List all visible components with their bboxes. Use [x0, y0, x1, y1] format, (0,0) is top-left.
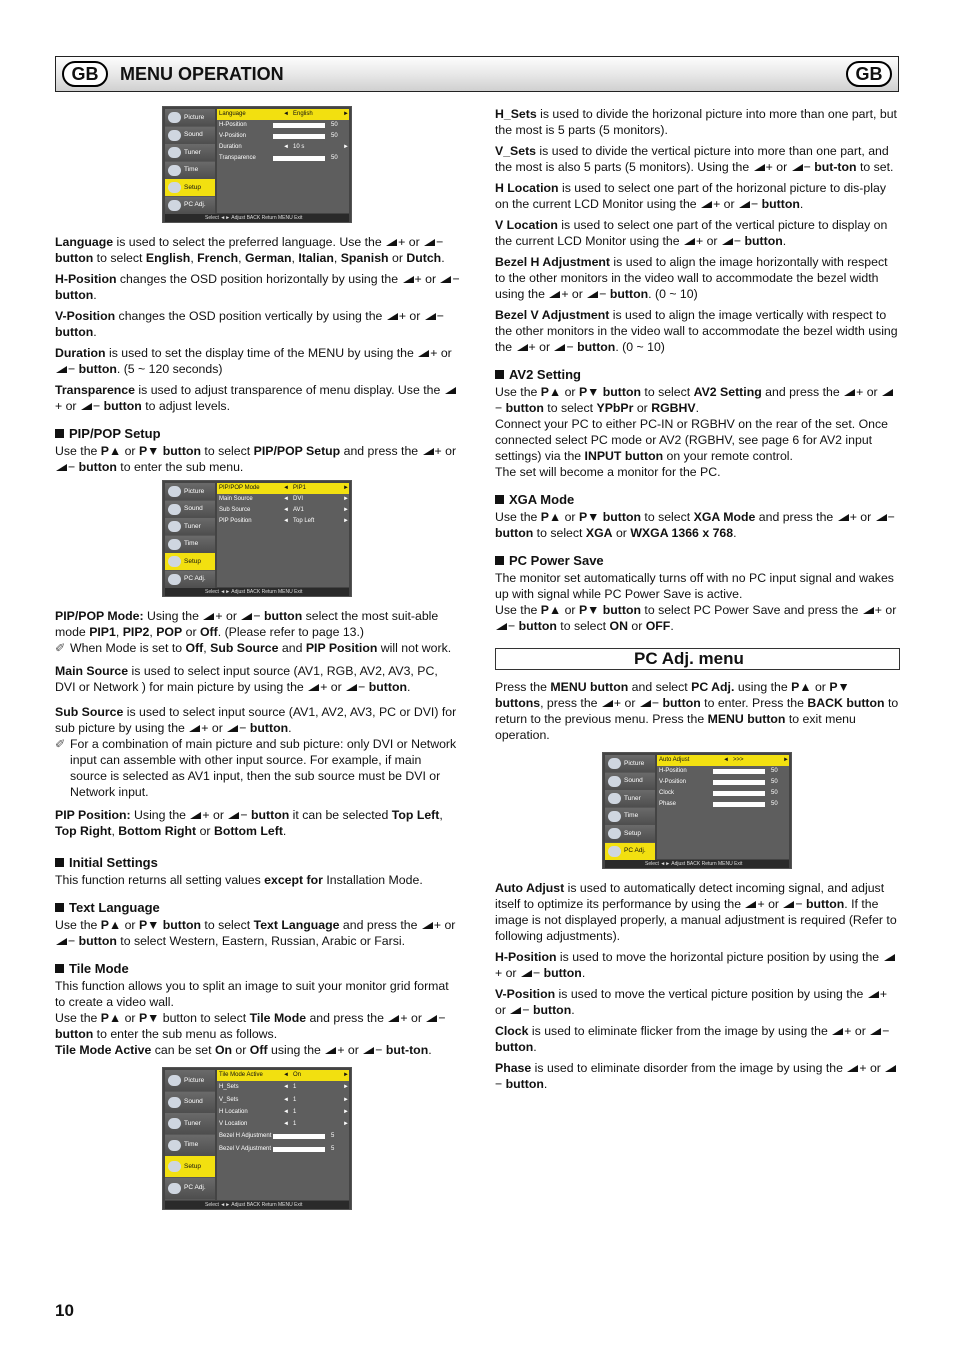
- menu-level-bar: [273, 1134, 325, 1139]
- menu-footer: Select ◄► Adjust BACK Return MENU Exit: [165, 214, 349, 222]
- menu-sidebar-item: Sound: [165, 501, 215, 518]
- wedge-icon: [549, 291, 560, 298]
- wedge-icon: [792, 164, 803, 171]
- wedge-icon: [847, 1065, 858, 1072]
- menu-row: Phase 50: [659, 801, 778, 807]
- wedge-icon: [684, 238, 695, 245]
- wedge-icon: [754, 164, 765, 171]
- menu-panel: [217, 483, 349, 587]
- menu-category-icon: [168, 1075, 181, 1086]
- wedge-icon: [783, 901, 794, 908]
- sub-source-paragraph: Sub Source is used to select input source (AV1, AV2, AV3, PC or DVI) for sub picture by using the + or − button.: [55, 705, 457, 735]
- menu-panel: [217, 109, 349, 213]
- wedge-icon: [388, 1015, 399, 1022]
- pip-mode-paragraph: PIP/POP Mode: Using the + or − button select the most suit-able mode PIP1, PIP2, POP or Off. (Please refer to page 13.): [55, 609, 439, 639]
- arrow-left-icon: ◄: [283, 1121, 289, 1128]
- text-language-heading: Text Language: [55, 900, 460, 916]
- tile-mode-paragraph-2: Use the P▲ or P▼ button to select Tile Mode and press the + or − button to enter the sub menu as follows.: [55, 1011, 446, 1041]
- phase-paragraph: Phase is used to eliminate disorder from the image by using the + or − button.: [495, 1060, 900, 1092]
- wedge-icon: [325, 1047, 336, 1054]
- menu-category-icon: [608, 828, 621, 839]
- menu-level-bar: [713, 780, 765, 785]
- menu-category-icon: [168, 1118, 181, 1129]
- wedge-icon: [745, 901, 756, 908]
- tile-mode-paragraph-3: Tile Mode Active can be set On or Off using the + or − but-ton.: [55, 1043, 432, 1057]
- arrow-right-icon: ►: [343, 1072, 349, 1078]
- tile-mode-paragraph-1: This function allows you to split an image to suit your monitor grid format to create a video wall.: [55, 979, 449, 1009]
- menu-sidebar: [605, 755, 655, 859]
- square-bullet-icon: [495, 370, 504, 379]
- av2-heading: AV2 Setting: [495, 367, 900, 383]
- menu-row: PIP/POP Mode ◄ PIP1 ►: [217, 483, 349, 494]
- language-paragraph: Language is used to select the preferred language. Use the + or − button to select English, French, German, Italian, Spanish or Dutch.: [55, 235, 445, 265]
- arrow-right-icon: ►: [343, 1096, 349, 1103]
- menu-sidebar-item: PC Adj.: [605, 843, 655, 860]
- tile-mode-heading: Tile Mode: [55, 961, 460, 977]
- wedge-icon: [346, 684, 357, 691]
- setup-menu-screenshot: [162, 106, 352, 223]
- arrow-left-icon: ◄: [283, 1108, 289, 1115]
- menu-sidebar-item: Tuner: [165, 144, 215, 161]
- menu-level-bar: [273, 123, 325, 128]
- arrow-right-icon: ►: [783, 757, 789, 763]
- arrow-right-icon: ►: [343, 518, 349, 524]
- menu-level-bar: [713, 802, 765, 807]
- wedge-icon: [640, 700, 651, 707]
- menu-category-icon: [168, 486, 181, 497]
- wedge-icon: [227, 725, 238, 732]
- xga-heading: XGA Mode: [495, 492, 900, 508]
- menu-row: V-Position 50: [659, 779, 778, 785]
- xga-paragraph: Use the P▲ or P▼ button to select XGA Mode and press the + or − button to select XGA or WXGA 1366 x 768.: [495, 510, 895, 540]
- menu-category-icon: [168, 1140, 181, 1151]
- wedge-icon: [424, 239, 435, 246]
- arrow-right-icon: ►: [343, 507, 349, 513]
- h-position-paragraph: H-Position changes the OSD position horizontally by using the + or − button.: [55, 272, 460, 302]
- wedge-icon: [521, 970, 532, 977]
- wedge-icon: [308, 684, 319, 691]
- menu-category-icon: [608, 811, 621, 822]
- bezel-h-paragraph: Bezel H Adjustment is used to align the image horizontally with respect to the other monitors in the video wall to accommodate the bezel width using the + or − button. (0 ~ 10): [495, 255, 888, 301]
- square-bullet-icon: [55, 429, 64, 438]
- menu-sidebar-item: Time: [165, 162, 215, 179]
- menu-level-bar: [713, 769, 765, 774]
- page-title: MENU OPERATION: [120, 64, 284, 84]
- v-position-2-paragraph: V-Position is used to move the vertical picture position by using the + or − button.: [495, 987, 887, 1017]
- wedge-icon: [422, 922, 433, 929]
- menu-row: H-Position 50: [659, 768, 778, 774]
- menu-category-icon: [168, 147, 181, 158]
- menu-row: Transparence 50: [219, 155, 338, 161]
- arrow-left-icon: ◄: [283, 496, 289, 502]
- h-sets-paragraph: H_Sets is used to divide the horizonal picture into more than one part, but the most is 5 parts (5 monitors).: [495, 107, 897, 137]
- tile-menu-screenshot: [162, 1067, 352, 1210]
- menu-sidebar-item: Setup: [165, 553, 215, 570]
- wedge-icon: [701, 201, 712, 208]
- menu-sidebar-item: PC Adj.: [165, 571, 215, 588]
- wedge-icon: [517, 344, 528, 351]
- menu-sidebar: [165, 1070, 215, 1200]
- note-combination: ✐ For a combination of main picture and sub picture: only DVI or Network input can assemble with other input source. For example, if main source is selected as AV1 input, then the sub source must be DVI or Network input.: [55, 737, 457, 799]
- av2-paragraph: Use the P▲ or P▼ button to select AV2 Setting and press the + or − button to select YPbPr or RGBHV. Connect your PC to either PC-IN or RGBHV on the rear of the set. Once connected select PC mode or AV2 (RGBHV, see page 6 for AV2 input settings) via the INPUT button on your remote control. The set will become a monitor for the PC.: [495, 384, 900, 480]
- menu-sidebar-item: Setup: [605, 825, 655, 842]
- arrow-right-icon: ►: [343, 111, 349, 117]
- menu-panel: [657, 755, 789, 859]
- menu-category-icon: [168, 182, 181, 193]
- pc-adj-title: PC Adj. menu: [495, 648, 900, 670]
- wedge-icon: [844, 389, 855, 396]
- wedge-icon: [587, 291, 598, 298]
- wedge-icon: [425, 313, 436, 320]
- page-header: [55, 56, 899, 92]
- menu-panel: [217, 1070, 349, 1200]
- wedge-icon: [876, 514, 887, 521]
- menu-category-icon: [168, 112, 181, 123]
- duration-paragraph: Duration is used to set the display time of the MENU by using the + or − button. (5 ~ 120 seconds): [55, 346, 452, 376]
- pip-menu-screenshot: [162, 480, 352, 597]
- wedge-icon: [363, 1047, 374, 1054]
- menu-sidebar-item: Tuner: [605, 790, 655, 807]
- menu-row: V-Position 50: [219, 133, 338, 139]
- wedge-icon: [418, 350, 429, 357]
- menu-row: Bezel V Adjustment 5: [219, 1145, 335, 1152]
- menu-sidebar-item: Picture: [165, 1070, 215, 1091]
- arrow-left-icon: ◄: [283, 144, 289, 150]
- menu-category-icon: [168, 130, 181, 141]
- menu-sidebar-item: PC Adj.: [165, 1178, 215, 1199]
- wedge-icon: [602, 700, 613, 707]
- menu-sidebar-item: Time: [605, 808, 655, 825]
- menu-footer: Select ◄► Adjust BACK Return MENU Exit: [165, 588, 349, 596]
- arrow-left-icon: ◄: [283, 111, 289, 117]
- menu-footer: Select ◄► Adjust BACK Return MENU Exit: [165, 1201, 349, 1209]
- menu-sidebar: [165, 483, 215, 587]
- menu-row: Clock 50: [659, 790, 778, 796]
- wedge-icon: [868, 991, 879, 998]
- wedge-icon: [387, 313, 398, 320]
- wedge-icon: [190, 812, 201, 819]
- pencil-icon: ✐: [55, 737, 66, 751]
- menu-sidebar-item: Sound: [165, 1092, 215, 1113]
- wedge-icon: [423, 448, 434, 455]
- wedge-icon: [440, 276, 451, 283]
- menu-row: H Location ◄ 1 ►: [217, 1107, 349, 1118]
- wedge-icon: [510, 1007, 521, 1014]
- right-column: [495, 106, 900, 1097]
- menu-sidebar-item: Time: [165, 1135, 215, 1156]
- menu-level-bar: [273, 156, 325, 161]
- square-bullet-icon: [495, 556, 504, 565]
- arrow-right-icon: ►: [343, 144, 349, 150]
- wedge-icon: [56, 366, 67, 373]
- wedge-icon: [81, 403, 92, 410]
- pc-adj-menu-screenshot: [602, 752, 792, 869]
- menu-sidebar-item: Setup: [165, 179, 215, 196]
- initial-settings-heading: Initial Settings: [55, 855, 460, 871]
- wedge-icon: [228, 812, 239, 819]
- menu-sidebar-item: Picture: [165, 109, 215, 126]
- arrow-left-icon: ◄: [283, 518, 289, 524]
- wedge-icon: [445, 387, 456, 394]
- menu-category-icon: [168, 1161, 181, 1172]
- wedge-icon: [885, 1065, 896, 1072]
- text-language-paragraph: Use the P▲ or P▼ button to select Text Language and press the + or − button to select Western, Eastern, Russian, Arabic or Farsi.: [55, 918, 456, 948]
- wedge-icon: [722, 238, 733, 245]
- bezel-v-paragraph: Bezel V Adjustment is used to align the image vertically with respect to the other monitors in the video wall to accommodate the bezel width using the + or − button. (0 ~ 10): [495, 308, 898, 354]
- menu-level-bar: [273, 134, 325, 139]
- menu-row: H-Position 50: [219, 122, 338, 128]
- pc-power-save-paragraph: The monitor set automatically turns off with no PC input signal and wakes up with signal while PC Power Save is active. Use the P▲ or P▼ button to select PC Power Save and press the + or − button to select ON or OFF.: [495, 571, 897, 633]
- menu-row: Sub Source ◄ AV1 ►: [217, 505, 349, 516]
- menu-row: Tile Mode Active ◄ On ►: [217, 1070, 349, 1081]
- wedge-icon: [426, 1015, 437, 1022]
- menu-sidebar-item: Picture: [165, 483, 215, 500]
- arrow-right-icon: ►: [343, 485, 349, 491]
- pc-adj-paragraph: Press the MENU button and select PC Adj. using the P▲ or P▼ buttons, press the + or − button to enter. Press the BACK button to return to the previous menu. Press the MENU button to exit menu operation.: [495, 680, 899, 742]
- wedge-icon: [832, 1028, 843, 1035]
- menu-category-icon: [168, 521, 181, 532]
- menu-category-icon: [168, 539, 181, 550]
- menu-sidebar-item: Tuner: [165, 518, 215, 535]
- square-bullet-icon: [55, 903, 64, 912]
- wedge-icon: [870, 1028, 881, 1035]
- page-number: 10: [55, 1301, 74, 1320]
- menu-sidebar-item: Setup: [165, 1156, 215, 1177]
- wedge-icon: [56, 464, 67, 471]
- wedge-icon: [386, 239, 397, 246]
- pencil-icon: ✐: [55, 641, 66, 655]
- arrow-right-icon: ►: [343, 496, 349, 502]
- menu-sidebar-item: Picture: [605, 755, 655, 772]
- menu-sidebar-item: Time: [165, 536, 215, 553]
- menu-row: Main Source ◄ DVI ►: [217, 494, 349, 505]
- left-column: [55, 106, 460, 1221]
- wedge-icon: [241, 613, 252, 620]
- menu-sidebar-item: Tuner: [165, 1113, 215, 1134]
- wedge-icon: [403, 276, 414, 283]
- h-position-2-paragraph: H-Position is used to move the horizontal picture position by using the + or − button.: [495, 949, 900, 981]
- arrow-right-icon: ►: [343, 1121, 349, 1128]
- menu-category-icon: [168, 1097, 181, 1108]
- h-location-paragraph: H Location is used to select one part of the horizonal picture to dis-play on the current LCD Monitor using the + or − button.: [495, 181, 886, 211]
- menu-row: Duration ◄ 10 s ►: [217, 142, 349, 153]
- pc-power-save-heading: PC Power Save: [495, 553, 900, 569]
- menu-row: V Location ◄ 1 ►: [217, 1119, 349, 1130]
- square-bullet-icon: [55, 964, 64, 973]
- note-mode: ✐ When Mode is set to Off, Sub Source and PIP Position will not work.: [55, 641, 452, 655]
- v-location-paragraph: V Location is used to select one part of the vertical picture to display on the current LCD Monitor using the + or − button.: [495, 218, 888, 248]
- clock-paragraph: Clock is used to eliminate flicker from the image by using the + or − button.: [495, 1024, 890, 1054]
- wedge-icon: [882, 389, 893, 396]
- menu-category-icon: [608, 793, 621, 804]
- menu-sidebar-item: PC Adj.: [165, 197, 215, 214]
- menu-category-icon: [608, 758, 621, 769]
- initial-settings-paragraph: This function returns all setting values except for Installation Mode.: [55, 873, 423, 887]
- menu-category-icon: [168, 556, 181, 567]
- wedge-icon: [863, 607, 874, 614]
- menu-row: PIP Position ◄ Top Left ►: [217, 516, 349, 527]
- language-badge-left: GB: [62, 61, 108, 87]
- pip-pop-paragraph: Use the P▲ or P▼ button to select PIP/POP Setup and press the + or − button to enter the sub menu.: [55, 444, 457, 474]
- menu-category-icon: [608, 776, 621, 787]
- menu-category-icon: [168, 1183, 181, 1194]
- language-badge-right: GB: [846, 61, 892, 87]
- wedge-icon: [838, 514, 849, 521]
- wedge-icon: [884, 954, 895, 961]
- square-bullet-icon: [495, 495, 504, 504]
- menu-row: H_Sets ◄ 1 ►: [217, 1082, 349, 1093]
- menu-footer: Select ◄► Adjust BACK Return MENU Exit: [605, 860, 789, 868]
- transparence-paragraph: Transparence is used to adjust transparence of menu display. Use the + or − button to adjust levels.: [55, 382, 460, 414]
- menu-category-icon: [168, 574, 181, 585]
- v-position-paragraph: V-Position changes the OSD position vertically by using the + or − button.: [55, 309, 444, 339]
- arrow-right-icon: ►: [343, 1108, 349, 1115]
- square-bullet-icon: [55, 858, 64, 867]
- pip-pop-heading: PIP/POP Setup: [55, 426, 460, 442]
- pip-position-paragraph: PIP Position: Using the + or − button it can be selected Top Left, Top Right, Bottom Right or Bottom Left.: [55, 808, 443, 838]
- arrow-left-icon: ◄: [283, 1072, 289, 1078]
- menu-level-bar: [273, 1147, 325, 1152]
- arrow-right-icon: ►: [343, 1084, 349, 1091]
- arrow-left-icon: ◄: [283, 1084, 289, 1091]
- menu-sidebar-item: Sound: [165, 127, 215, 144]
- arrow-left-icon: ◄: [283, 1096, 289, 1103]
- wedge-icon: [554, 344, 565, 351]
- menu-row: V_Sets ◄ 1 ►: [217, 1095, 349, 1106]
- menu-level-bar: [713, 791, 765, 796]
- menu-category-icon: [168, 165, 181, 176]
- v-sets-paragraph: V_Sets is used to divide the vertical picture into more than one part, and the most is also 5 parts (5 monitors). Using the + or − but-ton to set.: [495, 144, 894, 174]
- arrow-left-icon: ◄: [723, 757, 729, 763]
- menu-row: Language ◄ English ►: [217, 109, 349, 120]
- menu-category-icon: [608, 846, 621, 857]
- wedge-icon: [189, 725, 200, 732]
- menu-sidebar-item: Sound: [605, 773, 655, 790]
- menu-sidebar: [165, 109, 215, 213]
- main-source-paragraph: Main Source is used to select input source (AV1, RGB, AV2, AV3, PC, DVI or Network ) for main picture by using the + or − button.: [55, 664, 438, 694]
- wedge-icon: [739, 201, 750, 208]
- wedge-icon: [496, 623, 507, 630]
- menu-category-icon: [168, 200, 181, 211]
- arrow-left-icon: ◄: [283, 507, 289, 513]
- menu-row: Auto Adjust ◄ >>> ►: [657, 755, 789, 766]
- menu-row: Bezel H Adjustment 5: [219, 1133, 335, 1140]
- auto-adjust-paragraph: Auto Adjust is used to automatically detect incoming signal, and adjust itself to optimize its performance by using the + or − button. If the image is not displayed properly, a manual adjustment is required (Refer to following adjustments).: [495, 881, 897, 943]
- wedge-icon: [203, 613, 214, 620]
- menu-category-icon: [168, 504, 181, 515]
- wedge-icon: [56, 938, 67, 945]
- arrow-left-icon: ◄: [283, 485, 289, 491]
